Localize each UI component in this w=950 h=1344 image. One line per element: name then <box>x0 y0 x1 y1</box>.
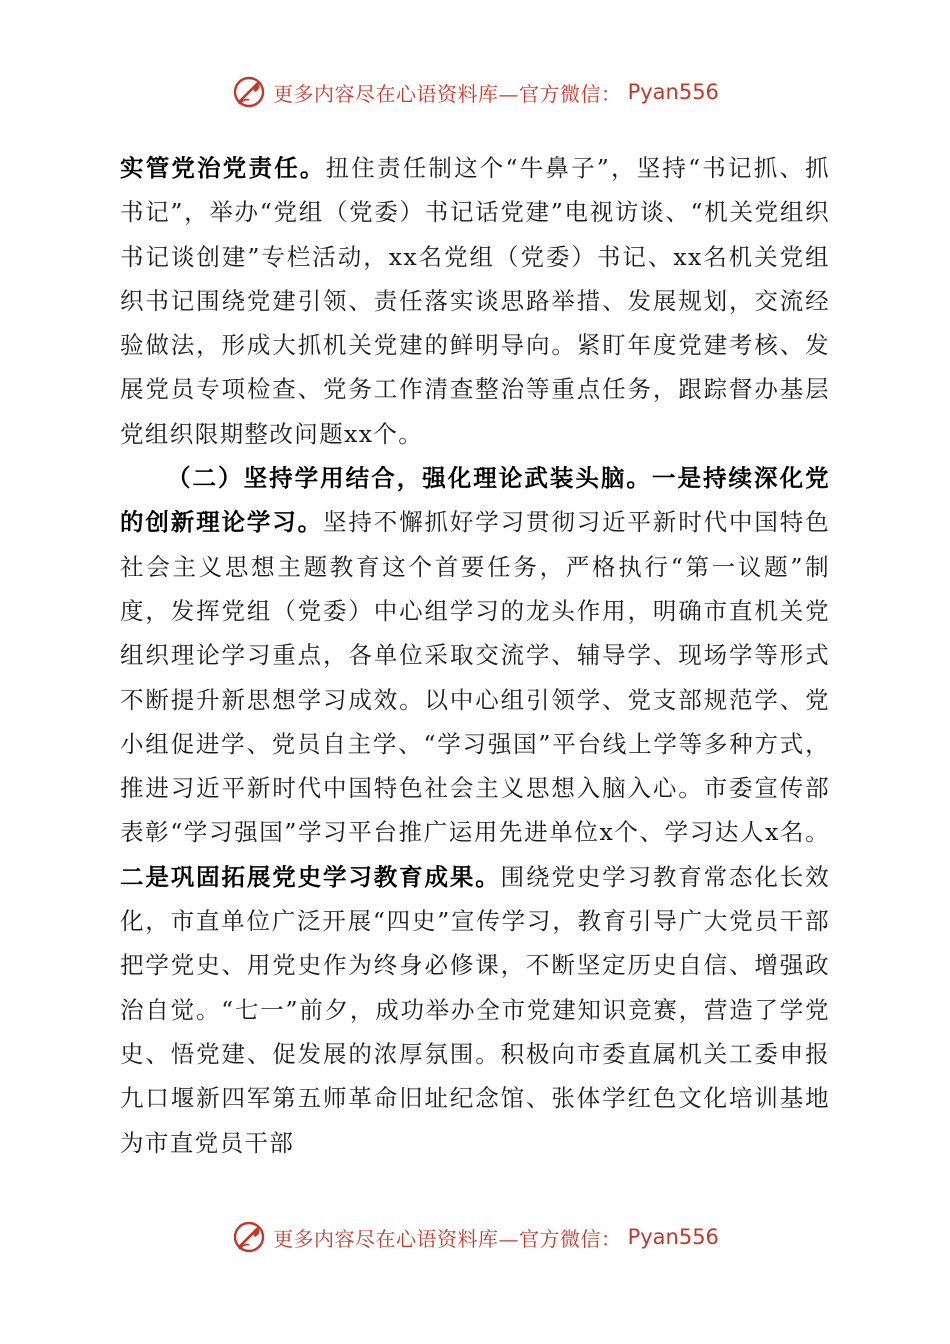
paragraph-1 <box>120 146 830 456</box>
paragraph-text: 坚持不懈抓好学习贯彻习近平新时代中国特色社会主义思想主题教育这个首要任务，严格执行“第一议题”制度，发挥党组（党委）中心组学习的龙头作用，明确市直机关党组织理论学习重点，各单位采取交流学、辅导学、现场学等形式不断提升新思想学习成效。以中心组引领学、党支部规范学、党小组促进学、党员自主学、“学习强国”平台线上学等多种方式，推进习近平新时代中国特色社会主义思想入脑入心。市委宣传部表彰“学习强国”学习平台推广运用先进单位x个、学习达人x名。 <box>120 508 831 847</box>
section-heading: （二）坚持学用结合，强化理论武装头脑。一是持续深化党的创新理论学习。 <box>120 464 830 537</box>
quill-seal-icon <box>231 74 267 110</box>
subsection-heading: 二是巩固拓展党史学习教育成果。 <box>120 862 501 891</box>
quill-seal-icon <box>231 1219 267 1255</box>
header-watermark <box>0 70 950 114</box>
watermark-text: 更多内容尽在心语资料库—官方微信： <box>273 81 622 106</box>
watermark-wechat-id: Pyan556 <box>627 80 719 104</box>
footer-watermark <box>0 1215 950 1259</box>
paragraph-2 <box>120 456 830 1165</box>
paragraph-text: 扭住责任制这个“牛鼻子”，坚持“书记抓、抓书记”，举办“党组（党委）书记话党建”电视访谈、“机关党组织书记谈创建”专栏活动，xx名党组（党委）书记、xx名机关党组织书记围绕党建引领、责任落实谈思路举措、发展规划，交流经验做法，形成大抓机关党建的鲜明导向。紧盯年度党建考核、发展党员专项检查、党务工作清查整治等重点任务，跟踪督办基层党组织限期整改问题xx个。 <box>120 154 830 448</box>
watermark-text: 更多内容尽在心语资料库—官方微信： <box>273 1226 622 1251</box>
paragraph-text: 围绕党史学习教育常态化长效化，市直单位广泛开展“四史”宣传学习，教育引导广大党员干部把学党史、用党史作为终身必修课，不断坚定历史自信、增强政治自觉。“七一”前夕，成功举办全市党建知识竞赛，营造了学党史、悟党建、促发展的浓厚氛围。积极向市委直属机关工委申报九口堰新四军第五师革命旧址纪念馆、张体学红色文化培训基地为市直党员干部 <box>120 862 830 1157</box>
watermark-wechat-id: Pyan556 <box>627 1225 719 1249</box>
document-body <box>120 146 830 1165</box>
paragraph-heading: 实管党治党责任。 <box>120 154 326 182</box>
